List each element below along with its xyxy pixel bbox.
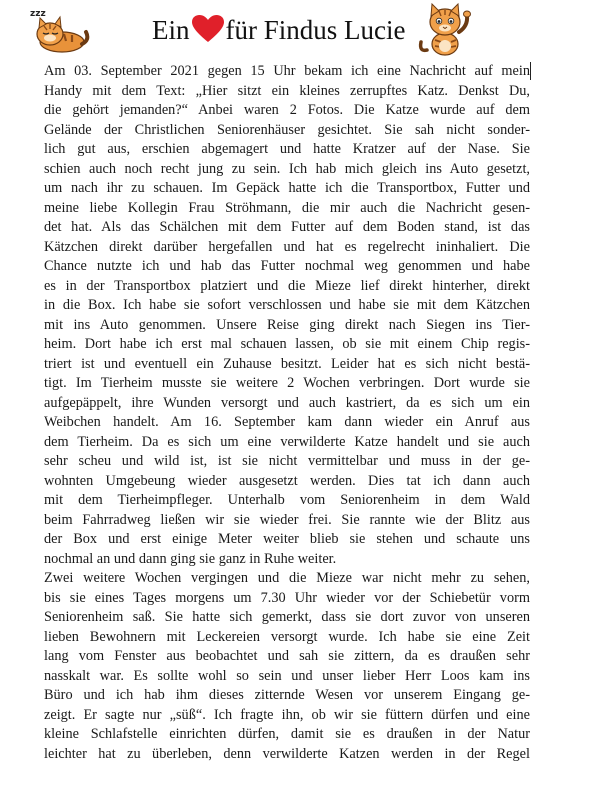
text-line: Kätzchen direkt darüber hergefallen und hat es regelrecht ininhaliert. Die <box>44 238 530 255</box>
text-line: mit ins Auto genommen. Unsere Reise ging direkt nach Siegen ins Tier- <box>44 316 530 333</box>
text-line: meine liebe Kollegin Frau Ströhmann, die mir auch die Nachricht gesen- <box>44 199 530 216</box>
text-line: dem Tierheim. Da es sich um eine verwilderte Katze handelt und sie auch <box>44 433 530 450</box>
text-line: Büro und ich hab ihm dieses zitternde Wesen vor unserem Eingang ge- <box>44 687 530 703</box>
text-line: Seniorenheim saß. Sie hatte sich gemerkt, dass sie dort zuvor von unseren <box>44 609 530 625</box>
text-line: lang vom Fenster aus beobachtet und sah sie zittern, da es draußen sehr <box>44 648 530 664</box>
text-line: nochmal an und dann ging sie ganz in Ruhe weiter. <box>44 550 337 567</box>
page-header <box>0 0 596 58</box>
heart-icon <box>191 14 225 44</box>
text-line: wohnten Umgebeung wieder ausgesetzt werden. Dies tat ich dann auch <box>44 472 530 489</box>
text-line: aufgepäppelt, ihre Wunden versorgt und auch kastriert, da es sich um ein <box>44 394 530 411</box>
page-title <box>152 12 405 48</box>
text-line: der Box und erst einige Meter weiter blieb sie stehen und schaute uns <box>44 531 530 547</box>
text-line: die gehört jemanden?“ Anbei waren 2 Fotos. Die Katze wurde auf dem <box>44 102 530 118</box>
text-line: leichter hat zu überleben, denn verwilderte Katzen werden in der Regel <box>44 745 530 762</box>
story-text <box>44 62 530 764</box>
text-line: Handy mit dem Text: „Hier sitzt ein kleines zerrupftes Katz. Denkst Du, <box>44 82 530 99</box>
text-line: Weibchen handelt. Am 16. September kam dann wieder ein Anruf aus <box>44 414 530 430</box>
text-line: tigt. Im Tierheim musste sie weitere 2 Wochen verbringen. Dort wurde sie <box>44 375 530 391</box>
text-line: zeigt. Er sagte nur „süß“. Ich fragte ihn, ob wir sie füttern dürfen und eine <box>44 706 530 723</box>
waving-cat-icon <box>415 2 473 56</box>
text-line: Gelände der Christlichen Seniorenhäuser gesichtet. Sie sah nicht sonder- <box>44 121 530 138</box>
text-line: triert ist und eventuell ein Zuhause besitzt. Leider hat es sich nicht bestä- <box>44 355 530 372</box>
title-prefix: Ein <box>152 15 190 45</box>
text-line: es in der Transportbox platziert und die Mieze lief direkt hinterher, direkt <box>44 277 530 294</box>
text-line: um nach ihr zu schauen. Im Gepäck hatte ich die Transportbox, Futter und <box>44 180 530 196</box>
text-line: beim Fahrradweg ließen wir sie wieder frei. Sie rannte wie der Blitz aus <box>44 511 530 528</box>
text-line: mit dem Tierheimpfleger. Unterhalb vom Seniorenheim in dem Wald <box>44 492 530 508</box>
text-line: det hat. Als das Schälchen mit dem Futter auf dem Boden stand, ist das <box>44 219 530 235</box>
text-line: schien auch noch recht jung zu sein. Ich hab mich gleich ins Auto gesetzt, <box>44 160 530 177</box>
text-line: kleine Schlafstelle einrichten dürfen, damit sie es draußen in der Natur <box>44 726 530 742</box>
text-line: Zwei weitere Wochen vergingen und die Mieze war nicht mehr zu sehen, <box>44 570 530 586</box>
text-line: Am 03. September 2021 gegen 15 Uhr bekam ich eine Nachricht auf mein <box>44 63 530 79</box>
title-suffix: für Findus Lucie <box>225 15 406 45</box>
text-line: sehr scheu und wild ist, ist sie nicht vermittelbar und muss in der ge- <box>44 453 530 469</box>
text-line: nasskalt war. Es sollte wohl so sein und unser lieber Herr Loos kam ins <box>44 667 530 684</box>
sleeping-cat-icon <box>28 4 90 54</box>
text-line: bis sie eines Tages morgens um 7.30 Uhr wieder vor der Schiebetür vorm <box>44 589 530 606</box>
sleep-zzz-glyph: zzz <box>30 9 46 19</box>
text-line: heim. Dort habe ich erst mal schauen lassen, ob sie mit einem Chip regis- <box>44 336 530 352</box>
text-line: Chance nutzte ich und hab das Futter nochmal weg genommen und habe <box>44 258 530 274</box>
text-line: in die Box. Ich habe sie sofort verschlossen und habe sie mit dem Kätzchen <box>44 297 530 313</box>
text-line: lieben Bewohnern mit Leckereien versorgt wurde. Ich habe sie eine Zeit <box>44 628 530 645</box>
text-cursor <box>530 62 531 80</box>
text-line: lich gut aus, erschien abgemagert und hatte Kratzer auf der Nase. Sie <box>44 141 530 157</box>
